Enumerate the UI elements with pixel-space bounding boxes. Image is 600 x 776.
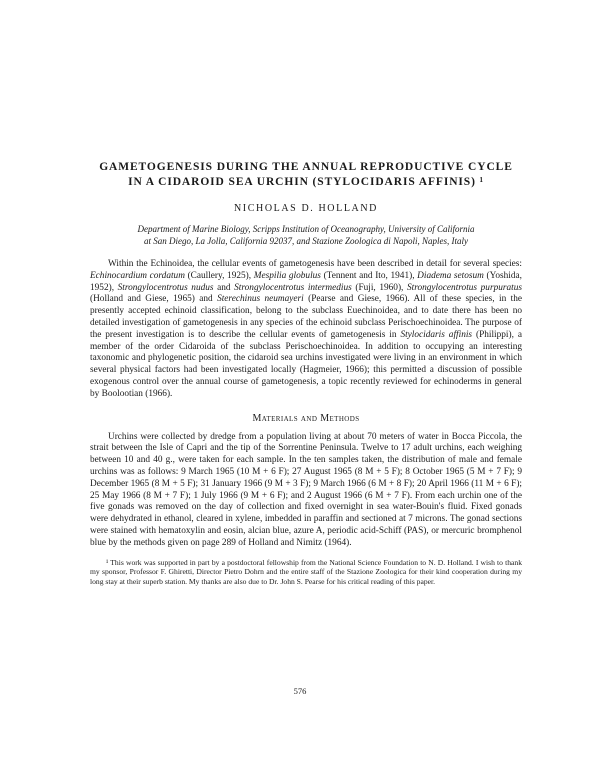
intro-text: (Pearse and Giese, 1966). All of these species, in the presently accepted echinoid classification, belong to the subclass Euechinoidea, and to date there has been no detailed investigation of gametogenesis in any species of the echinoid subclass Perischoechinoidea. The purpose of the present investigation is to describe the cellular events of gametogenesis in	[90, 294, 522, 340]
methods-paragraph: Urchins were collected by dredge from a population living at about 70 meters of water in Bocca Piccola, the strait between the Isle of Capri and the tip of the Sorrentine Peninsula. Twelve to 17 adult urchins, each weighing between 10 and 40 g., were taken for each sample. In the ten samples taken, the distribution of male and female urchins was as follows: 9 March 1965 (10 M + 6 F); 27 August 1965 (8 M + 5 F); 8 October 1965 (5 M + 7 F); 9 December 1965 (8 M + 5 F); 31 January 1966 (9 M + 3 F); 9 March 1966 (6 M + 8 F); 20 April 1966 (11 M + 6 F); 25 May 1966 (8 M + 7 F); 1 July 1966 (9 M + 6 F); and 2 August 1966 (6 M + 7 F). From each urchin one of the five gonads was removed on the day of collection and fixed overnight in sea water-Bouin's fluid. Fixed gonads were dehydrated in ethanol, cleared in xylene, imbedded in paraffin and sectioned at 7 microns. The gonad sections were stained with hematoxylin and eosin, alcian blue, azure A, periodic acid-Schiff (PAS), or mercuric bromphenol blue by the methods given on page 289 of Holland and Nimitz (1964).	[90, 431, 522, 548]
intro-text: (Fuji, 1960),	[351, 282, 407, 293]
intro-text: Within the Echinoidea, the cellular events of gametogenesis have been described in detail for several species:	[108, 259, 522, 269]
page-number: 576	[293, 686, 307, 696]
species-name: Mespilia globulus	[253, 270, 321, 281]
article-page	[90, 160, 522, 594]
species-name: Strongylocentrotus purpuratus	[406, 282, 522, 293]
article-title	[90, 160, 522, 190]
intro-text: (Philippi), a member of the order Cidaroida of the subclass Perischoechinoidea. In addition to occupying an interesting taxonomic and phylogenetic position, the cidaroid sea urchins investigated were living in an environment in which several physical factors had been investigated locally (Hagmeier, 1966); this permitted a discussion of possible exogenous control over the annual course of gametogenesis, a topic recently reviewed for echinoderms in general by Boolootian (1966).	[90, 329, 522, 399]
affiliation-line-1: Department of Marine Biology, Scripps Institution of Oceanography, University of California	[137, 224, 475, 234]
section-heading-methods: Materials and Methods	[252, 412, 360, 424]
title-line-1: GAMETOGENESIS DURING THE ANNUAL REPRODUCTIVE CYCLE	[99, 161, 513, 173]
intro-text: (Holland and Giese, 1965) and	[90, 294, 218, 305]
footnote: ¹ This work was supported in part by a postdoctoral fellowship from the National Science Foundation to N. D. Holland. I wish to thank my sponsor, Professor F. Ghiretti, Director Pietro Dohrn and the entire staff of the Stazione Zoologica for their kind cooperation during my long stay at their superb station. My thanks are also due to Dr. John S. Pearse for his critical reading of this paper.	[90, 557, 522, 586]
title-line-2: IN A CIDAROID SEA URCHIN (STYLOCIDARIS AFFINIS) ¹	[128, 176, 484, 188]
author-affiliation	[90, 224, 522, 247]
intro-text: and	[213, 282, 235, 293]
species-name: Stylocidaris affinis	[400, 329, 473, 340]
intro-text: (Caullery, 1925),	[184, 270, 254, 281]
species-name: Diadema setosum	[417, 270, 484, 281]
species-name: Sterechinus neumayeri	[217, 294, 304, 305]
species-name: Strongylocentrotus intermedius	[234, 282, 352, 293]
intro-text: (Yoshida, 1952),	[90, 270, 522, 293]
affiliation-line-2: at San Diego, La Jolla, California 92037, and Stazione Zoologica di Napoli, Naples, Italy	[144, 235, 468, 246]
species-name: Echinocardium cordatum	[90, 270, 185, 281]
intro-paragraph	[90, 259, 522, 401]
species-name: Strongylocentrotus nudus	[117, 282, 214, 293]
intro-text: (Tennent and Ito, 1941),	[320, 270, 418, 281]
author-name: NICHOLAS D. HOLLAND	[233, 203, 378, 214]
